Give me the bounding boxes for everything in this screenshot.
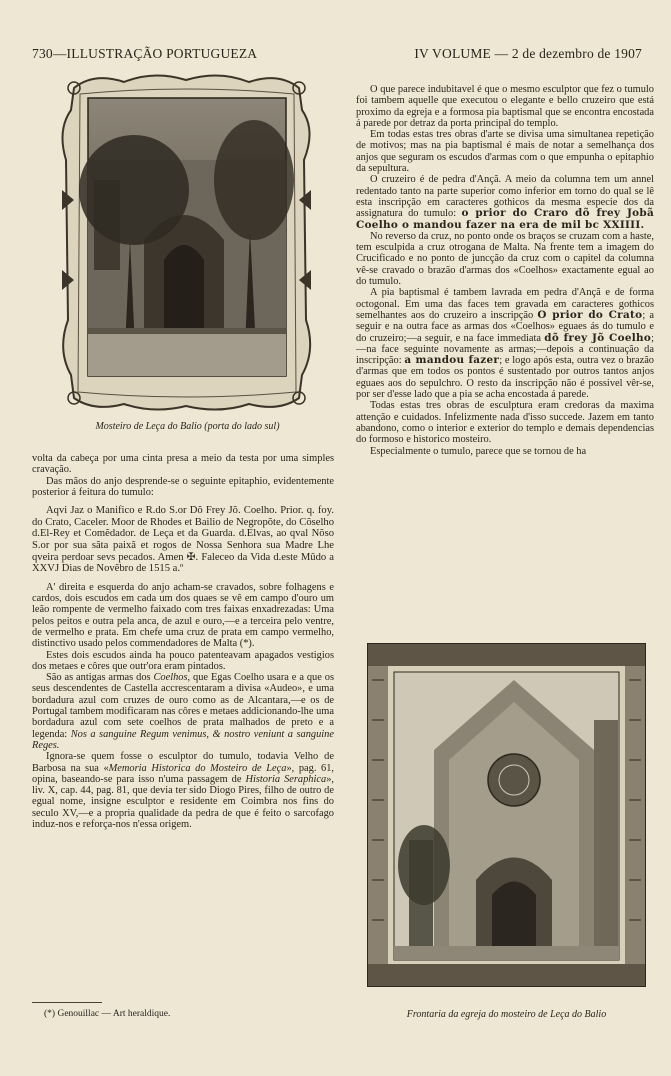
paragraph: Em todas estas tres obras d'arte se divisa uma simultanea repetição de motivos; mas na pia baptismal é mais de notar a semelhança dos anjos que seguram os escudos d'armas com o que empunha o epitaphio da sepultura. [356, 129, 654, 175]
text-run: Ignora-se quem fosse o esculptor do tumulo, todavia Velho de Barbosa na sua « [32, 751, 334, 774]
header-title: 730—ILLUSTRAÇÃO PORTUGUEZA [32, 46, 258, 61]
text-run: , que Egas Coelho usara e a que os seus descendentes de Castella accrescentaram a divisa «Audeo», e uma bordadura azul com cruzes de ouro como as de Alcantara,—e os de Portugal tambem modificaram nas côres e metaes addicionando-lhe uma bordadura azul com sete coelhos de prata malhados de preto e a legenda: [32, 672, 335, 740]
gothic-inscription: a mandou fazer [404, 354, 500, 367]
text-run: O cruzeiro é de pedra d'Ançã. A meio da columna tem um annel redentado tanto na parte superior como inferior em torno do qual se lê esta inscripção em caracteres gothicos da mesma especie dos da assignatura do tumulo: [356, 174, 654, 220]
text-run: ;—na face seguinte novamente as armas;—depois a continuação da inscripção: [356, 332, 654, 367]
paragraph [356, 174, 654, 230]
paragraph: Das mãos do anjo desprende-se o seguinte epitaphio, evidentemente posterior á feitura do tumulo: [32, 475, 334, 498]
paragraph: Especialmente o tumulo, parece que se tornou de ha [370, 445, 587, 457]
text-run: », pag. 61, opina, baseando-se para isso n'uma passagem de [32, 762, 334, 785]
paragraph [356, 287, 654, 400]
paragraph: O que parece indubitavel é que o mesmo esculptor que fez o tumulo foi tambem aquelle que executou o elegante e bello cruzeiro que está proximo da egreja e a formosa pia baptismal que se encontra encostada á parede por detraz da porta principal do templo. [356, 84, 654, 129]
paragraph: volta da cabeça por uma cinta presa a meio da testa por uma simples cravação. [32, 453, 334, 476]
caption-frontaria: Frontaria da egreja do mosteiro de Leça do Balio [406, 1009, 607, 1020]
page-header [32, 46, 642, 66]
right-column [356, 84, 654, 457]
text-run: ; a seguir e na outra face as armas dos «Coelhos» eguaes ás do tumulo e do cruzeiro;—a seguir, e na face immediata [356, 309, 654, 344]
paragraph [32, 672, 334, 751]
gothic-inscription: O prior do Crato [537, 308, 643, 321]
header-issue: IV VOLUME — 2 de dezembro de 1907 [414, 46, 642, 61]
paragraph: A' direita e esquerda do anjo acham-se cravados, sobre folhagens e cardos, dois escudos em cada um dos quaes se vê em campo d'ouro um leão rompente de vermelho faixado com tres faixas enxadrezadas: Uma pelos peitos e outra pela anca, de azul e ouro,—e a terceira pelo ventre, de vermelho e prata. Em chefe uma cruz de prata em campo vermelho, distinctivo usado pelos commendadores de Malta (*). [32, 581, 334, 650]
text-run: », liv. X, cap. 44, pag. 81, que devia ter sido Diogo Pires, filho de outro de egual nome, insigne esculptor e residente em Coimbra nos fins do seculo XV,—e a propria qualidade da pedra de que é feito o sarcofago induz-nos e reforça-nos n'essa origem. [32, 773, 334, 830]
text-run: Coelhos [153, 672, 188, 684]
paragraph: Estes dois escudos ainda ha pouco patenteavam apagados vestigios dos metaes e côres que outr'ora eram pintados. [32, 649, 334, 672]
text-run: A pia baptismal é tambem lavrada em pedra d'Ançã e de forma octogonal. Em uma das faces tem gravada em caracteres gothicos semelhantes aos do cruzeiro a inscripção [356, 287, 654, 321]
text-run: ; e logo após esta, outra vez o brazão d'armas que em todos os pontos é sustentado por outros tantos anjos eguaes aos do sepulchro. O resto da inscripção não é possivel vêr-se, por ser d'esse lado que a pia se acha encostada á parede. [356, 355, 655, 401]
illustration-frontaria [364, 640, 649, 990]
left-column [32, 453, 334, 830]
paragraph: No reverso da cruz, no ponto onde os braços se cruzam com a haste, tem esculpida a cruz otrogana de Malta. Na frente tem a imagem do Crucificado e no ponto de juncção da cruz com o capitel da columna vê-se cravado o brazão d'armas dos «Coelhos» exactamente egual ao do tumulo. [356, 230, 654, 288]
paragraph [32, 751, 334, 830]
footnote-rule [32, 1002, 102, 1003]
footnote: (*) Genouillac — Art heraldique. [44, 1009, 171, 1019]
gothic-inscription: o prior do Craro dõ frey Jobã Coelho o mandou fazer na era de mil bc XXIIII. [356, 207, 654, 231]
caption-porta-sul: Mosteiro de Leça do Balio (porta do lado sul) [95, 421, 280, 432]
text-run: São as antigas armas dos [46, 672, 154, 684]
frame-facade-photo [364, 640, 649, 990]
illustration-porta-sul [54, 70, 319, 415]
paragraph: Todas estas tres obras de esculptura eram credoras da maxima attenção e cuidados. Infelizmente nada d'isso succede. Jazem em tanto abandono, como o interior e exterior do templo e demais dependencias do formoso e historico mosteiro. [356, 400, 654, 446]
book-title: Historia Seraphica [245, 773, 327, 785]
motto-text: Nos a sanguine Regum venimus, & nostro veniunt a sanguine Reges. [32, 728, 334, 751]
book-title: Memoria Historica do Mosteiro de Leça [108, 762, 287, 774]
ornate-frame-photo [54, 70, 319, 415]
gothic-inscription: dõ frey Jõ Coelho [544, 331, 652, 344]
epitaph-inscription: Aqvi Jaz o Manifico e R.do S.or Dõ Frey Jõ. Coelho. Prior. q. foy. do Crato, Caceler. Moor de Rhodes et Bailio de Negropõte, do Cõselho d.El-Rey et Comẽdador. de Leça et da Guarda. d.Elvas, ao qval Nõso S.or por sua sãta paixã et rogos de Nossa Senhora sua Madre Lhe qveira perdoar sevs pecados. Amen ✠. Faleceo da Vida d.este Mũdo a XXVJ Dias de Novẽbro de 1515 a.º [32, 505, 334, 575]
